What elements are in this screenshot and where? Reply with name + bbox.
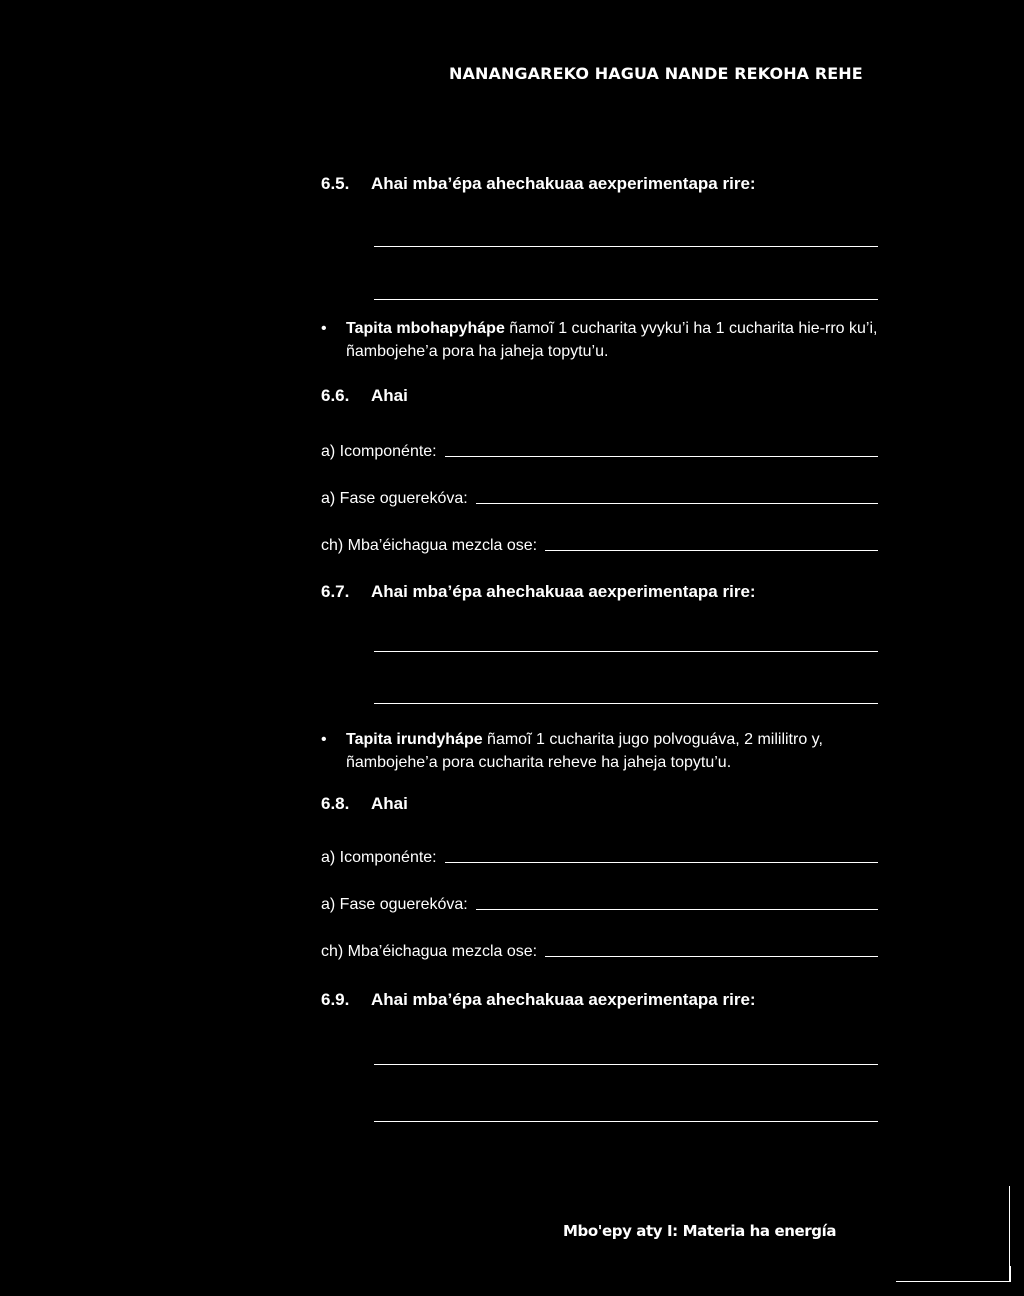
heading-title: Ahai xyxy=(371,794,408,813)
field-label: a) Icomponénte: xyxy=(321,443,437,460)
bullet-bold: Tapita irundyhápe xyxy=(346,731,483,748)
instruction-bullet-2 xyxy=(321,728,906,774)
answer-line[interactable] xyxy=(374,1064,878,1065)
heading-6-6 xyxy=(321,386,408,406)
heading-number: 6.7. xyxy=(321,582,350,601)
field-label: a) Icomponénte: xyxy=(321,849,437,866)
heading-6-9 xyxy=(321,990,756,1010)
heading-number: 6.6. xyxy=(321,386,350,405)
field-phase[interactable] xyxy=(321,486,878,508)
page-footer: Mbo'epy aty I: Materia ha energía xyxy=(563,1222,837,1240)
bullet-icon: • xyxy=(321,320,327,337)
field-line[interactable] xyxy=(445,861,878,863)
heading-6-5 xyxy=(321,174,756,194)
field-label: ch) Mba’éichagua mezcla ose: xyxy=(321,537,538,554)
field-mixture-type[interactable] xyxy=(321,533,878,555)
heading-title: Ahai mba’épa ahechakuaa aexperimentapa rire: xyxy=(371,990,756,1009)
field-line[interactable] xyxy=(445,455,878,457)
field-phase[interactable] xyxy=(321,892,878,914)
answer-line[interactable] xyxy=(374,1121,878,1122)
answer-line[interactable] xyxy=(374,703,878,704)
heading-title: Ahai mba’épa ahechakuaa aexperimentapa rire: xyxy=(371,174,756,193)
answer-line[interactable] xyxy=(374,299,878,300)
heading-title: Ahai mba’épa ahechakuaa aexperimentapa rire: xyxy=(371,582,756,601)
field-label: ch) Mba’éichagua mezcla ose: xyxy=(321,943,538,960)
field-components[interactable] xyxy=(321,439,878,461)
heading-6-8 xyxy=(321,794,408,814)
field-components[interactable] xyxy=(321,845,878,867)
field-mixture-type[interactable] xyxy=(321,939,878,961)
bullet-icon: • xyxy=(321,731,327,748)
heading-number: 6.8. xyxy=(321,794,350,813)
answer-line[interactable] xyxy=(374,246,878,247)
page-header: NANANGAREKO HAGUA NANDE REKOHA REHE xyxy=(449,64,863,83)
heading-number: 6.9. xyxy=(321,990,350,1009)
field-line[interactable] xyxy=(476,908,878,910)
bullet-bold: Tapita mbohapyhápe xyxy=(346,320,505,337)
bullet-text: ñamoĩ 1 cucharita yvyku’i ha 1 cucharita hie-rro ku’i, ñambojehe’a pora ha jaheja topytu’u. xyxy=(346,320,878,360)
field-line[interactable] xyxy=(545,549,878,551)
instruction-bullet-1 xyxy=(321,317,901,363)
heading-title: Ahai xyxy=(371,386,408,405)
field-line[interactable] xyxy=(545,955,878,957)
heading-number: 6.5. xyxy=(321,174,350,193)
field-line[interactable] xyxy=(476,502,878,504)
field-label: a) Fase oguerekóva: xyxy=(321,896,468,913)
heading-6-7 xyxy=(321,582,756,602)
field-label: a) Fase oguerekóva: xyxy=(321,490,468,507)
bullet-text: ñamoĩ 1 cucharita jugo polvoguáva, 2 mililitro y, ñambojehe’a pora cucharita reheve ha jaheja topytu’u. xyxy=(346,731,823,771)
answer-line[interactable] xyxy=(374,651,878,652)
corner-mark xyxy=(990,1266,1011,1282)
